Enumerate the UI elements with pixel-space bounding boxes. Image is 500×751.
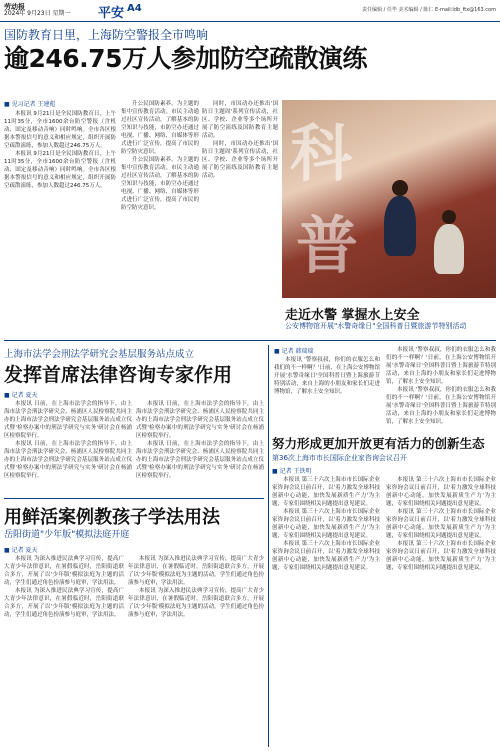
column-divider — [268, 345, 269, 747]
story1-body: 本报讯 9月21日是全民国防教育日，上午11时35分，全市1600余台防空警报（含机动、固定及移动音响）同时鸣响。全市各区根据本警报信号的意义和相应规定，组织开展防空疏散演练，参加人数超过246.75万人。 — [4, 111, 116, 149]
story1-column-2 — [121, 100, 199, 300]
story1-column-1 — [4, 110, 116, 300]
story4-body-col2-cont2: 本报讯 第三十六次上海市市长国际企业家咨询会议日前召开，以'着力激发全球科技创新中心动能，加快发展新质生产力'为主题，专家们围绕相关问题提出意见建议。 — [386, 541, 496, 571]
story2-headline: 发挥首席法律咨询专家作用 — [4, 364, 233, 386]
story2-byline: ■ 记者 夏天 — [4, 392, 38, 399]
story1-byline: ■ 见习记者 王建彪 — [4, 101, 56, 108]
section-divider — [4, 340, 496, 341]
story1-topic: 国防教育日里，上海防空警报全市鸣响 — [4, 28, 209, 42]
story5-body: 本报讯 为深入推进民法典学习宣传，提高广大青少年法律意识，在暑假临近时，岳阳街道联合多方，开展了以'少年版'模拟法庭为主题的活动，学生们通过角色扮演参与庭审，学法用法。 — [4, 556, 124, 586]
story2-topic: 上海市法学会刑法学研究会基层服务站点成立 — [4, 349, 195, 360]
story1-column-3 — [202, 100, 278, 300]
story2-body-col2: 本报讯 日前，在上海市法学会的指导下，由上海市法学会刑法学研究会、杨浦区人民检察院共同主办的上海市法学会刑法学研究会基层服务站点成立仪式暨'检察办案中的刑法学研究与实务'研讨会在杨浦区检察院举行。 — [136, 401, 264, 439]
story1-headline: 逾246.75万人参加防空疏散演练 — [4, 44, 367, 73]
story1-col2-body-cont: 升公民国防素养，为主题的集中宣传教育活动。市民主动通过社区宣传活动，了解基本的防空知识与技能，市防空办还通过电视、广播、网络、自媒体等形式进行广泛宣传，提高了市民的防空防灾意识。 — [121, 157, 199, 211]
section-title: 平安 — [98, 6, 125, 21]
header-divider — [0, 21, 500, 22]
story3-column-2 — [386, 346, 496, 426]
museum-photo — [282, 100, 496, 298]
person-figure — [384, 196, 416, 256]
photo1-caption-title: 走近水警 掌握水上安全 — [285, 308, 420, 323]
masthead — [4, 3, 71, 17]
story4-subhead: 第36次上海市市长国际企业家咨询会议召开 — [272, 454, 407, 462]
story3-body: 本报讯 '警察叔叔，你们的衣服怎么和我们的不一样啊？'日前，在上海公安博物馆开展'水警奇缘日'全国科普日暨上海旅游节特别活动，来自上海的小朋友和家长们走进博物馆，了解水上安全知识。 — [274, 357, 380, 395]
story1-body-cont: 本报讯 9月21日是全民国防教育日，上午11时35分，全市1600余台防空警报（含机动、固定及移动音响）同时鸣响。全市各区根据本警报信号的意义和相应规定，组织开展防空疏散演练，参加人数超过246.75万人。 — [4, 151, 116, 189]
story3-column-1 — [274, 356, 380, 426]
story4-byline: ■ 记者 王铁明 — [272, 468, 312, 475]
story3-body-col2-cont: 本报讯 '警察叔叔，你们的衣服怎么和我们的不一样啊？'日前，在上海公安博物馆开展'水警奇缘日'全国科普日暨上海旅游节特别活动，来自上海的小朋友和家长们走进博物馆，了解水上安全知识。 — [386, 387, 496, 425]
person-figure — [434, 224, 464, 274]
story5-column-2 — [128, 555, 264, 747]
story4-body-cont: 本报讯 第三十六次上海市市长国际企业家咨询会议日前召开，以'着力激发全球科技创新中心动能，加快发展新质生产力'为主题，专家们围绕相关问题提出意见建议。 — [272, 509, 380, 539]
story2-column-1 — [4, 400, 132, 496]
story5-body-cont: 本报讯 为深入推进民法典学习宣传，提高广大青少年法律意识，在暑假临近时，岳阳街道联合多方，开展了以'少年版'模拟法庭为主题的活动，学生们通过角色扮演参与庭审，学法用法。 — [4, 588, 124, 618]
paper-name: 劳动报 — [4, 2, 25, 11]
story4-body: 本报讯 第三十六次上海市市长国际企业家咨询会议日前召开，以'着力激发全球科技创新中心动能，加快发展新质生产力'为主题，专家们围绕相关问题提出意见建议。 — [272, 477, 380, 507]
story5-byline: ■ 记者 夏天 — [4, 547, 38, 554]
story3-byline: ■ 记者 韩瑞瑞 — [274, 348, 314, 355]
story4-body-cont2: 本报讯 第三十六次上海市市长国际企业家咨询会议日前召开，以'着力激发全球科技创新中心动能，加快发展新质生产力'为主题，专家们围绕相关问题提出意见建议。 — [272, 541, 380, 571]
story1-col2-body: 升公民国防素养，为主题的集中宣传教育活动。市民主动通过社区宣传活动，了解基本的防空知识与技能，市防空办还通过电视、广播、网络、自媒体等形式进行广泛宣传，提高了市民的防空防灾意识。 — [121, 101, 199, 155]
editor-line: 责任编辑 / 任毕 美术编辑 / 陈仁 E-mail:ldb_ftx@163.com — [362, 7, 496, 13]
story5-column-1 — [4, 555, 124, 747]
person-head — [392, 180, 408, 196]
person-head — [442, 210, 456, 224]
photo-glyph-1: 科 — [290, 117, 353, 190]
story1-col3-body: 同时，市国动办还推出'国防日主题周'系列宣传活动，社区、学校、企业等多个场所开展了防空演练及国防教育主题活动。 — [202, 101, 278, 139]
page-number: A4 — [127, 3, 142, 14]
story2-body: 本报讯 日前，在上海市法学会的指导下，由上海市法学会刑法学研究会、杨浦区人民检察院共同主办的上海市法学会刑法学研究会基层服务站点成立仪式暨'检察办案中的刑法学研究与实务'研讨会在杨浦区检察院举行。 — [4, 401, 132, 439]
story1-col3-body-cont: 同时，市国动办还推出'国防日主题周'系列宣传活动，社区、学校、企业等多个场所开展了防空演练及国防教育主题活动。 — [202, 141, 278, 179]
story4-column-2 — [386, 476, 496, 746]
issue-date: 2024年 9月23日 星期一 — [4, 10, 71, 17]
story5-body-col2: 本报讯 为深入推进民法典学习宣传，提高广大青少年法律意识，在暑假临近时，岳阳街道联合多方，开展了以'少年版'模拟法庭为主题的活动，学生们通过角色扮演参与庭审，学法用法。 — [128, 556, 264, 586]
story4-headline: 努力形成更加开放更有活力的创新生态 — [272, 436, 485, 451]
story4-body-col2-cont: 本报讯 第三十六次上海市市长国际企业家咨询会议日前召开，以'着力激发全球科技创新中心动能，加快发展新质生产力'为主题，专家们围绕相关问题提出意见建议。 — [386, 509, 496, 539]
section-divider — [4, 498, 264, 499]
story4-column-1 — [272, 476, 380, 746]
story2-body-cont: 本报讯 日前，在上海市法学会的指导下，由上海市法学会刑法学研究会、杨浦区人民检察院共同主办的上海市法学会刑法学研究会基层服务站点成立仪式暨'检察办案中的刑法学研究与实务'研讨会在杨浦区检察院举行。 — [4, 441, 132, 479]
story5-body-col2-cont: 本报讯 为深入推进民法典学习宣传，提高广大青少年法律意识，在暑假临近时，岳阳街道联合多方，开展了以'少年版'模拟法庭为主题的活动，学生们通过角色扮演参与庭审，学法用法。 — [128, 588, 264, 618]
photo1-caption-sub: 公安博物馆开展"水警奇缘日"全国科普日暨旅游节特别活动 — [285, 322, 467, 330]
story2-column-2 — [136, 400, 264, 496]
story4-body-col2: 本报讯 第三十六次上海市市长国际企业家咨询会议日前召开，以'着力激发全球科技创新中心动能，加快发展新质生产力'为主题，专家们围绕相关问题提出意见建议。 — [386, 477, 496, 507]
story5-subhead: 岳阳街道"少年版"模拟法庭开庭 — [4, 530, 130, 540]
story3-body-col2: 本报讯 '警察叔叔，你们的衣服怎么和我们的不一样啊？'日前，在上海公安博物馆开展'水警奇缘日'全国科普日暨上海旅游节特别活动，来自上海的小朋友和家长们走进博物馆，了解水上安全知识。 — [386, 347, 496, 385]
story2-body-col2-cont: 本报讯 日前，在上海市法学会的指导下，由上海市法学会刑法学研究会、杨浦区人民检察院共同主办的上海市法学会刑法学研究会基层服务站点成立仪式暨'检察办案中的刑法学研究与实务'研讨会在杨浦区检察院举行。 — [136, 441, 264, 479]
photo-glyph-2: 普 — [296, 209, 359, 282]
story5-headline: 用鲜活案例教孩子学法用法 — [4, 507, 220, 528]
